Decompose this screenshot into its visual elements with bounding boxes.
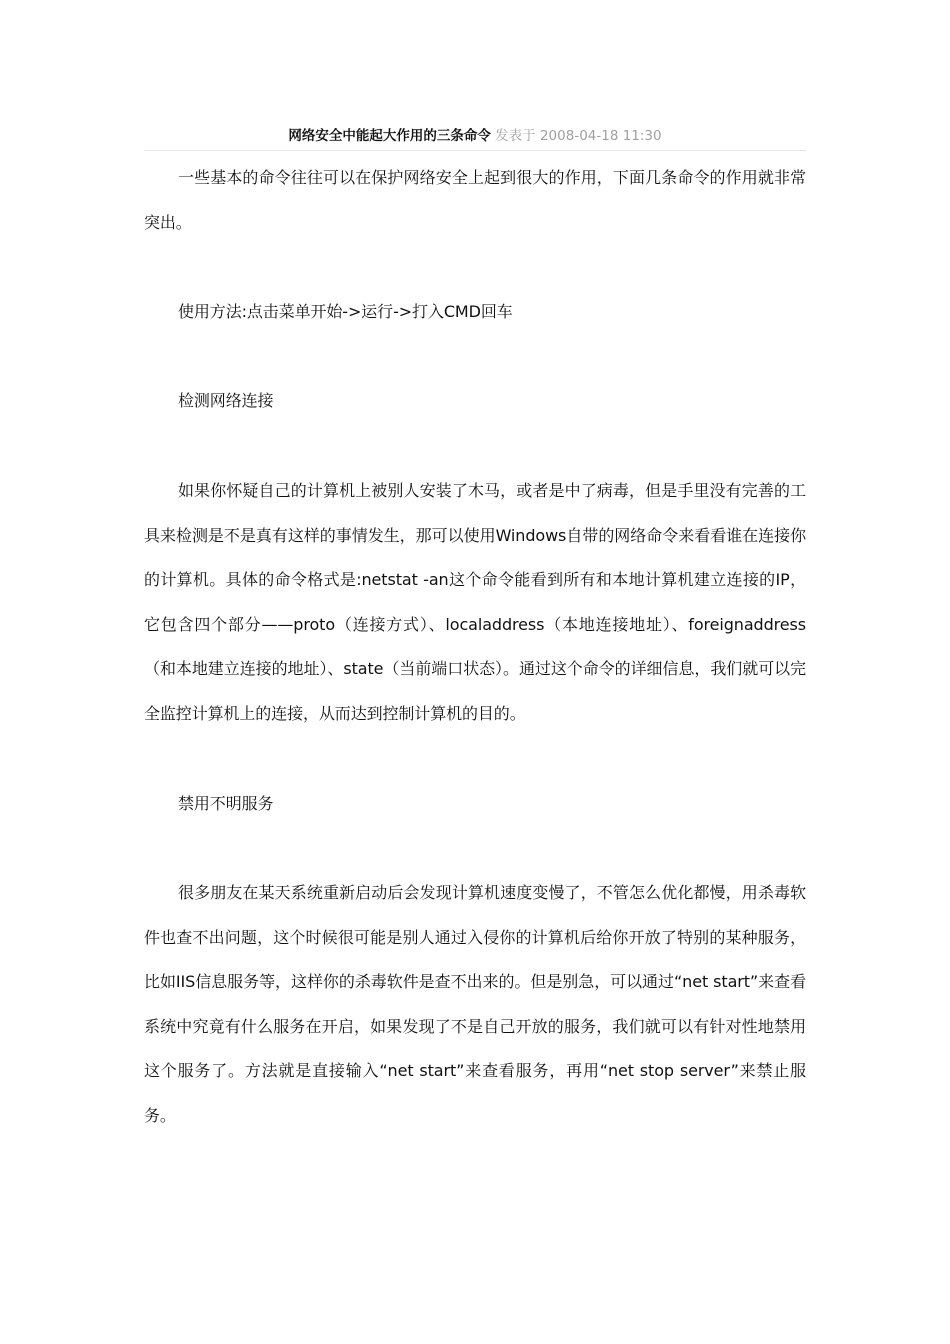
detect-connections-paragraph: 如果你怀疑自己的计算机上被别人安装了木马，或者是中了病毒，但是手里没有完善的工具来检测是不是真有这样的事情发生，那可以使用Windows自带的网络命令来看看谁在连接你的计算机。具体的命令格式是:netstat -an这个命令能看到所有和本地计算机建立连接的IP，它包含四个部分——proto（连接方式）、localaddress（本地连接地址）、foreignaddress（和本地建立连接的地址）、state（当前端口状态）。通过这个命令的详细信息，我们就可以完全监控计算机上的连接，从而达到控制计算机的目的。 xyxy=(144,481,806,723)
document-page xyxy=(144,0,806,1344)
post-header xyxy=(144,126,806,146)
usage-paragraph: 使用方法:点击菜单开始->运行->打入CMD回车 xyxy=(178,302,513,321)
section-heading-disable-services: 禁用不明服务 xyxy=(178,794,274,813)
section-heading-detect-connections: 检测网络连接 xyxy=(178,391,274,410)
post-title: 网络安全中能起大作用的三条命令 xyxy=(288,128,491,144)
post-meta: 发表于 2008-04-18 11:30 xyxy=(495,128,662,144)
intro-paragraph: 一些基本的命令往往可以在保护网络安全上起到很大的作用，下面几条命令的作用就非常突出。 xyxy=(144,168,806,232)
header-divider xyxy=(144,150,806,151)
disable-services-paragraph: 很多朋友在某天系统重新启动后会发现计算机速度变慢了，不管怎么优化都慢，用杀毒软件也查不出问题，这个时候很可能是别人通过入侵你的计算机后给你开放了特别的某种服务，比如IIS信息服务等，这样你的杀毒软件是查不出来的。但是别急，可以通过“net start”来查看系统中究竟有什么服务在开启，如果发现了不是自己开放的服务，我们就可以有针对性地禁用这个服务了。方法就是直接输入“net start”来查看服务，再用“net stop server”来禁止服务。 xyxy=(144,883,806,1125)
